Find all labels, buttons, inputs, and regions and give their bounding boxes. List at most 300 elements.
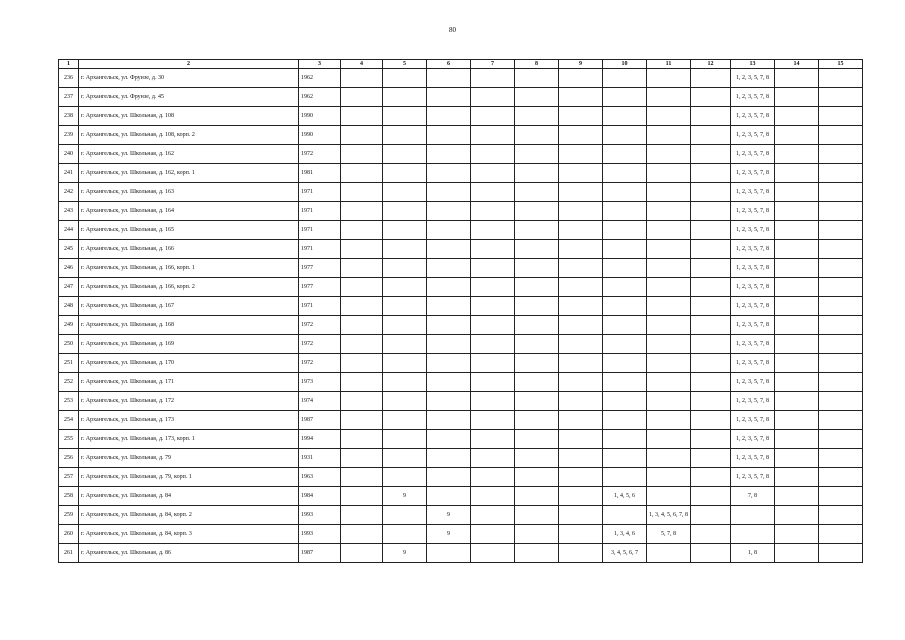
table-row <box>59 88 863 107</box>
table-cell-col-9 <box>559 145 603 164</box>
table-cell-col-5 <box>383 278 427 297</box>
table-cell-col-9 <box>559 183 603 202</box>
table-cell-col-9 <box>559 392 603 411</box>
table-cell-col-15 <box>819 107 863 126</box>
table-cell-col-7 <box>471 335 515 354</box>
table-cell-col-2: г. Архангельск, ул. Школьная, д. 166, корп. 1 <box>79 259 299 278</box>
table-cell-col-2: г. Архангельск, ул. Школьная, д. 171 <box>79 373 299 392</box>
table-cell-col-1: 243 <box>59 202 79 221</box>
table-cell-col-4 <box>341 544 383 563</box>
table-cell-col-9 <box>559 88 603 107</box>
table-cell-col-15 <box>819 487 863 506</box>
table-cell-col-3: 1977 <box>299 259 341 278</box>
table-cell-col-8 <box>515 544 559 563</box>
table-cell-col-2: г. Архангельск, ул. Школьная, д. 165 <box>79 221 299 240</box>
table-cell-col-5 <box>383 506 427 525</box>
table-cell-col-13: 1, 2, 3, 5, 7, 8 <box>731 468 775 487</box>
table-cell-col-13: 1, 2, 3, 5, 7, 8 <box>731 316 775 335</box>
table-cell-col-5 <box>383 373 427 392</box>
column-header-13: 13 <box>731 60 775 69</box>
table-cell-col-1: 257 <box>59 468 79 487</box>
table-cell-col-4 <box>341 202 383 221</box>
housing-registry-table <box>58 59 863 563</box>
table-cell-col-14 <box>775 145 819 164</box>
table-cell-col-3: 1973 <box>299 373 341 392</box>
table-cell-col-8 <box>515 316 559 335</box>
table-cell-col-14 <box>775 373 819 392</box>
table-row <box>59 183 863 202</box>
table-cell-col-11: 1, 3, 4, 5, 6, 7, 8 <box>647 506 691 525</box>
table-cell-col-5 <box>383 69 427 88</box>
table-cell-col-10 <box>603 240 647 259</box>
table-row <box>59 354 863 373</box>
table-cell-col-3: 1974 <box>299 392 341 411</box>
table-row <box>59 164 863 183</box>
table-cell-col-12 <box>691 88 731 107</box>
table-cell-col-1: 260 <box>59 525 79 544</box>
table-row <box>59 449 863 468</box>
table-cell-col-1: 256 <box>59 449 79 468</box>
table-cell-col-14 <box>775 278 819 297</box>
table-cell-col-15 <box>819 183 863 202</box>
table-cell-col-9 <box>559 107 603 126</box>
table-cell-col-7 <box>471 145 515 164</box>
table-cell-col-11 <box>647 221 691 240</box>
table-cell-col-12 <box>691 316 731 335</box>
table-row <box>59 487 863 506</box>
table-cell-col-5 <box>383 145 427 164</box>
table-cell-col-9 <box>559 69 603 88</box>
table-cell-col-7 <box>471 354 515 373</box>
table-cell-col-14 <box>775 468 819 487</box>
table-cell-col-14 <box>775 335 819 354</box>
table-cell-col-6 <box>427 392 471 411</box>
table-cell-col-2: г. Архангельск, ул. Школьная, д. 170 <box>79 354 299 373</box>
table-cell-col-1: 248 <box>59 297 79 316</box>
table-cell-col-12 <box>691 468 731 487</box>
table-cell-col-14 <box>775 297 819 316</box>
table-cell-col-4 <box>341 354 383 373</box>
table-cell-col-4 <box>341 373 383 392</box>
table-cell-col-7 <box>471 297 515 316</box>
table-cell-col-12 <box>691 544 731 563</box>
table-cell-col-6 <box>427 69 471 88</box>
table-cell-col-1: 238 <box>59 107 79 126</box>
table-cell-col-2: г. Архангельск, ул. Школьная, д. 166 <box>79 240 299 259</box>
table-cell-col-3: 1993 <box>299 506 341 525</box>
table-cell-col-4 <box>341 449 383 468</box>
table-cell-col-5 <box>383 354 427 373</box>
table-row <box>59 278 863 297</box>
table-cell-col-2: г. Архангельск, ул. Школьная, д. 169 <box>79 335 299 354</box>
table-cell-col-12 <box>691 449 731 468</box>
table-cell-col-10: 3, 4, 5, 6, 7 <box>603 544 647 563</box>
table-cell-col-15 <box>819 449 863 468</box>
table-cell-col-6 <box>427 335 471 354</box>
table-cell-col-8 <box>515 202 559 221</box>
table-cell-col-12 <box>691 240 731 259</box>
table-cell-col-13: 1, 2, 3, 5, 7, 8 <box>731 69 775 88</box>
page-number: 80 <box>449 26 456 34</box>
table-cell-col-6 <box>427 145 471 164</box>
table-cell-col-11 <box>647 278 691 297</box>
table-cell-col-14 <box>775 506 819 525</box>
table-cell-col-6 <box>427 316 471 335</box>
table-cell-col-2: г. Архангельск, ул. Школьная, д. 164 <box>79 202 299 221</box>
table-cell-col-2: г. Архангельск, ул. Школьная, д. 86 <box>79 544 299 563</box>
table-cell-col-10 <box>603 468 647 487</box>
column-header-4: 4 <box>341 60 383 69</box>
table-cell-col-3: 1972 <box>299 335 341 354</box>
table-cell-col-9 <box>559 411 603 430</box>
table-cell-col-1: 255 <box>59 430 79 449</box>
table-cell-col-9 <box>559 202 603 221</box>
table-cell-col-10 <box>603 449 647 468</box>
table-cell-col-2: г. Архангельск, ул. Школьная, д. 162 <box>79 145 299 164</box>
table-cell-col-12 <box>691 525 731 544</box>
table-cell-col-6 <box>427 278 471 297</box>
table-cell-col-12 <box>691 430 731 449</box>
table-cell-col-7 <box>471 202 515 221</box>
table-cell-col-10 <box>603 221 647 240</box>
table-cell-col-8 <box>515 392 559 411</box>
table-cell-col-9 <box>559 506 603 525</box>
table-cell-col-1: 249 <box>59 316 79 335</box>
table-cell-col-10 <box>603 88 647 107</box>
table-cell-col-10 <box>603 297 647 316</box>
table-cell-col-12 <box>691 354 731 373</box>
table-cell-col-15 <box>819 126 863 145</box>
table-cell-col-14 <box>775 259 819 278</box>
table-cell-col-8 <box>515 430 559 449</box>
table-cell-col-5 <box>383 392 427 411</box>
table-cell-col-8 <box>515 164 559 183</box>
table-cell-col-10 <box>603 430 647 449</box>
table-cell-col-8 <box>515 145 559 164</box>
table-cell-col-2: г. Архангельск, ул. Школьная, д. 173 <box>79 411 299 430</box>
table-cell-col-13: 1, 2, 3, 5, 7, 8 <box>731 430 775 449</box>
table-cell-col-2: г. Архангельск, ул. Школьная, д. 84, корп. 2 <box>79 506 299 525</box>
table-cell-col-15 <box>819 525 863 544</box>
column-header-1: 1 <box>59 60 79 69</box>
table-cell-col-1: 251 <box>59 354 79 373</box>
table-cell-col-6 <box>427 411 471 430</box>
table-cell-col-13: 1, 2, 3, 5, 7, 8 <box>731 202 775 221</box>
table-row <box>59 297 863 316</box>
table-cell-col-5 <box>383 202 427 221</box>
table-cell-col-3: 1972 <box>299 316 341 335</box>
column-header-2: 2 <box>79 60 299 69</box>
table-cell-col-14 <box>775 411 819 430</box>
table-cell-col-5 <box>383 411 427 430</box>
table-cell-col-8 <box>515 335 559 354</box>
table-row <box>59 335 863 354</box>
table-cell-col-1: 236 <box>59 69 79 88</box>
table-cell-col-12 <box>691 126 731 145</box>
table-cell-col-2: г. Архангельск, ул. Школьная, д. 168 <box>79 316 299 335</box>
table-cell-col-7 <box>471 392 515 411</box>
table-cell-col-4 <box>341 468 383 487</box>
table-cell-col-3: 1981 <box>299 164 341 183</box>
table-cell-col-11 <box>647 88 691 107</box>
table-cell-col-14 <box>775 544 819 563</box>
table-cell-col-12 <box>691 278 731 297</box>
table-cell-col-1: 250 <box>59 335 79 354</box>
table-cell-col-6 <box>427 259 471 278</box>
table-cell-col-8 <box>515 506 559 525</box>
table-cell-col-3: 1990 <box>299 126 341 145</box>
table-cell-col-7 <box>471 278 515 297</box>
table-cell-col-11 <box>647 107 691 126</box>
table-cell-col-8 <box>515 354 559 373</box>
table-cell-col-7 <box>471 468 515 487</box>
table-row <box>59 392 863 411</box>
table-cell-col-15 <box>819 373 863 392</box>
table-row <box>59 411 863 430</box>
table-cell-col-4 <box>341 145 383 164</box>
table-cell-col-10 <box>603 183 647 202</box>
table-cell-col-7 <box>471 316 515 335</box>
table-cell-col-11 <box>647 183 691 202</box>
table-cell-col-4 <box>341 69 383 88</box>
table-cell-col-13: 1, 2, 3, 5, 7, 8 <box>731 126 775 145</box>
table-row <box>59 506 863 525</box>
table-cell-col-11 <box>647 316 691 335</box>
table-cell-col-6 <box>427 202 471 221</box>
column-header-9: 9 <box>559 60 603 69</box>
table-cell-col-8 <box>515 259 559 278</box>
table-cell-col-14 <box>775 221 819 240</box>
table-cell-col-7 <box>471 88 515 107</box>
table-cell-col-13: 1, 2, 3, 5, 7, 8 <box>731 354 775 373</box>
table-cell-col-3: 1962 <box>299 88 341 107</box>
table-cell-col-11 <box>647 544 691 563</box>
table-cell-col-6 <box>427 183 471 202</box>
table-row <box>59 544 863 563</box>
table-cell-col-9 <box>559 240 603 259</box>
table-cell-col-12 <box>691 69 731 88</box>
table-cell-col-7 <box>471 126 515 145</box>
table-cell-col-6 <box>427 449 471 468</box>
table-row <box>59 316 863 335</box>
table-cell-col-9 <box>559 221 603 240</box>
table-cell-col-6 <box>427 373 471 392</box>
table-cell-col-10: 1, 3, 4, 6 <box>603 525 647 544</box>
table-cell-col-13: 1, 2, 3, 5, 7, 8 <box>731 335 775 354</box>
table-cell-col-13: 1, 2, 3, 5, 7, 8 <box>731 278 775 297</box>
table-cell-col-7 <box>471 240 515 259</box>
table-cell-col-5 <box>383 468 427 487</box>
column-header-11: 11 <box>647 60 691 69</box>
table-cell-col-14 <box>775 183 819 202</box>
table-cell-col-2: г. Архангельск, ул. Школьная, д. 108, корп. 2 <box>79 126 299 145</box>
table-cell-col-11 <box>647 430 691 449</box>
table-cell-col-3: 1971 <box>299 221 341 240</box>
table-cell-col-14 <box>775 126 819 145</box>
table-cell-col-2: г. Архангельск, ул. Фрунзе, д. 45 <box>79 88 299 107</box>
table-row <box>59 468 863 487</box>
table-cell-col-3: 1987 <box>299 544 341 563</box>
table-cell-col-3: 1931 <box>299 449 341 468</box>
table-cell-col-4 <box>341 525 383 544</box>
table-cell-col-13: 7, 8 <box>731 487 775 506</box>
table-cell-col-14 <box>775 430 819 449</box>
table-cell-col-11 <box>647 240 691 259</box>
table-cell-col-12 <box>691 506 731 525</box>
table-cell-col-5 <box>383 449 427 468</box>
table-cell-col-1: 247 <box>59 278 79 297</box>
table-cell-col-12 <box>691 221 731 240</box>
table-cell-col-15 <box>819 354 863 373</box>
table-cell-col-12 <box>691 411 731 430</box>
table-cell-col-13: 1, 8 <box>731 544 775 563</box>
table-cell-col-12 <box>691 373 731 392</box>
table-cell-col-4 <box>341 164 383 183</box>
table-cell-col-2: г. Архангельск, ул. Школьная, д. 84, корп. 3 <box>79 525 299 544</box>
table-cell-col-3: 1971 <box>299 183 341 202</box>
table-cell-col-1: 254 <box>59 411 79 430</box>
table-cell-col-6 <box>427 88 471 107</box>
table-cell-col-1: 246 <box>59 259 79 278</box>
table-cell-col-5 <box>383 221 427 240</box>
table-cell-col-13: 1, 2, 3, 5, 7, 8 <box>731 221 775 240</box>
table-cell-col-9 <box>559 449 603 468</box>
table-cell-col-10 <box>603 164 647 183</box>
table-cell-col-11 <box>647 145 691 164</box>
table-cell-col-4 <box>341 259 383 278</box>
table-cell-col-2: г. Архангельск, ул. Школьная, д. 172 <box>79 392 299 411</box>
table-cell-col-13: 1, 2, 3, 5, 7, 8 <box>731 392 775 411</box>
table-cell-col-4 <box>341 487 383 506</box>
table-cell-col-4 <box>341 278 383 297</box>
table-cell-col-11 <box>647 392 691 411</box>
table-cell-col-13: 1, 2, 3, 5, 7, 8 <box>731 107 775 126</box>
table-cell-col-3: 1984 <box>299 487 341 506</box>
table-cell-col-5 <box>383 88 427 107</box>
table-cell-col-15 <box>819 411 863 430</box>
table-cell-col-4 <box>341 126 383 145</box>
table-cell-col-4 <box>341 506 383 525</box>
table-cell-col-13: 1, 2, 3, 5, 7, 8 <box>731 240 775 259</box>
table-body <box>59 69 863 563</box>
table-cell-col-8 <box>515 221 559 240</box>
table-cell-col-6: 9 <box>427 525 471 544</box>
table-cell-col-2: г. Архангельск, ул. Школьная, д. 108 <box>79 107 299 126</box>
table-cell-col-6 <box>427 487 471 506</box>
table-cell-col-12 <box>691 145 731 164</box>
table-cell-col-15 <box>819 506 863 525</box>
table-cell-col-1: 245 <box>59 240 79 259</box>
table-cell-col-7 <box>471 449 515 468</box>
table-cell-col-15 <box>819 221 863 240</box>
table-cell-col-15 <box>819 69 863 88</box>
table-cell-col-5 <box>383 335 427 354</box>
table-cell-col-11 <box>647 297 691 316</box>
table-cell-col-9 <box>559 373 603 392</box>
table-row <box>59 145 863 164</box>
table-cell-col-9 <box>559 335 603 354</box>
table-cell-col-11 <box>647 202 691 221</box>
table-cell-col-15 <box>819 544 863 563</box>
table-cell-col-2: г. Архангельск, ул. Фрунзе, д. 30 <box>79 69 299 88</box>
table-cell-col-2: г. Архангельск, ул. Школьная, д. 163 <box>79 183 299 202</box>
table-cell-col-11 <box>647 259 691 278</box>
table-cell-col-8 <box>515 240 559 259</box>
table-cell-col-6 <box>427 126 471 145</box>
table-cell-col-14 <box>775 202 819 221</box>
table-cell-col-7 <box>471 430 515 449</box>
table-row <box>59 126 863 145</box>
table-cell-col-1: 240 <box>59 145 79 164</box>
table-cell-col-3: 1962 <box>299 69 341 88</box>
table-cell-col-1: 241 <box>59 164 79 183</box>
table-cell-col-15 <box>819 202 863 221</box>
table-cell-col-11 <box>647 449 691 468</box>
table-cell-col-1: 253 <box>59 392 79 411</box>
table-cell-col-13: 1, 2, 3, 5, 7, 8 <box>731 88 775 107</box>
table-cell-col-1: 239 <box>59 126 79 145</box>
table-cell-col-10 <box>603 411 647 430</box>
table-cell-col-4 <box>341 221 383 240</box>
table-cell-col-5: 9 <box>383 487 427 506</box>
table-cell-col-7 <box>471 506 515 525</box>
table-cell-col-8 <box>515 449 559 468</box>
table-cell-col-8 <box>515 107 559 126</box>
table-cell-col-4 <box>341 392 383 411</box>
table-cell-col-15 <box>819 145 863 164</box>
table-cell-col-13: 1, 2, 3, 5, 7, 8 <box>731 183 775 202</box>
table-cell-col-14 <box>775 392 819 411</box>
column-header-8: 8 <box>515 60 559 69</box>
table-cell-col-5 <box>383 297 427 316</box>
table-cell-col-14 <box>775 88 819 107</box>
table-cell-col-9 <box>559 126 603 145</box>
table-cell-col-5 <box>383 183 427 202</box>
table-cell-col-10 <box>603 354 647 373</box>
table-cell-col-11 <box>647 335 691 354</box>
table-cell-col-11 <box>647 411 691 430</box>
table-cell-col-13: 1, 2, 3, 5, 7, 8 <box>731 145 775 164</box>
table-row <box>59 259 863 278</box>
table-cell-col-10 <box>603 316 647 335</box>
table-cell-col-13: 1, 2, 3, 5, 7, 8 <box>731 259 775 278</box>
table-cell-col-7 <box>471 373 515 392</box>
table-cell-col-11: 5, 7, 8 <box>647 525 691 544</box>
table-cell-col-15 <box>819 259 863 278</box>
column-header-15: 15 <box>819 60 863 69</box>
table-cell-col-1: 252 <box>59 373 79 392</box>
table-cell-col-14 <box>775 487 819 506</box>
table-cell-col-11 <box>647 468 691 487</box>
table-cell-col-4 <box>341 335 383 354</box>
table-cell-col-12 <box>691 164 731 183</box>
table-cell-col-1: 237 <box>59 88 79 107</box>
table-cell-col-10 <box>603 69 647 88</box>
table-cell-col-15 <box>819 297 863 316</box>
table-cell-col-10 <box>603 506 647 525</box>
table-cell-col-10 <box>603 107 647 126</box>
table-cell-col-1: 244 <box>59 221 79 240</box>
table-cell-col-2: г. Архангельск, ул. Школьная, д. 84 <box>79 487 299 506</box>
column-header-3: 3 <box>299 60 341 69</box>
table-cell-col-3: 1993 <box>299 525 341 544</box>
table-cell-col-13 <box>731 506 775 525</box>
table-cell-col-7 <box>471 259 515 278</box>
table-cell-col-13: 1, 2, 3, 5, 7, 8 <box>731 373 775 392</box>
table-cell-col-10 <box>603 373 647 392</box>
table-cell-col-3: 1963 <box>299 468 341 487</box>
table-cell-col-8 <box>515 126 559 145</box>
